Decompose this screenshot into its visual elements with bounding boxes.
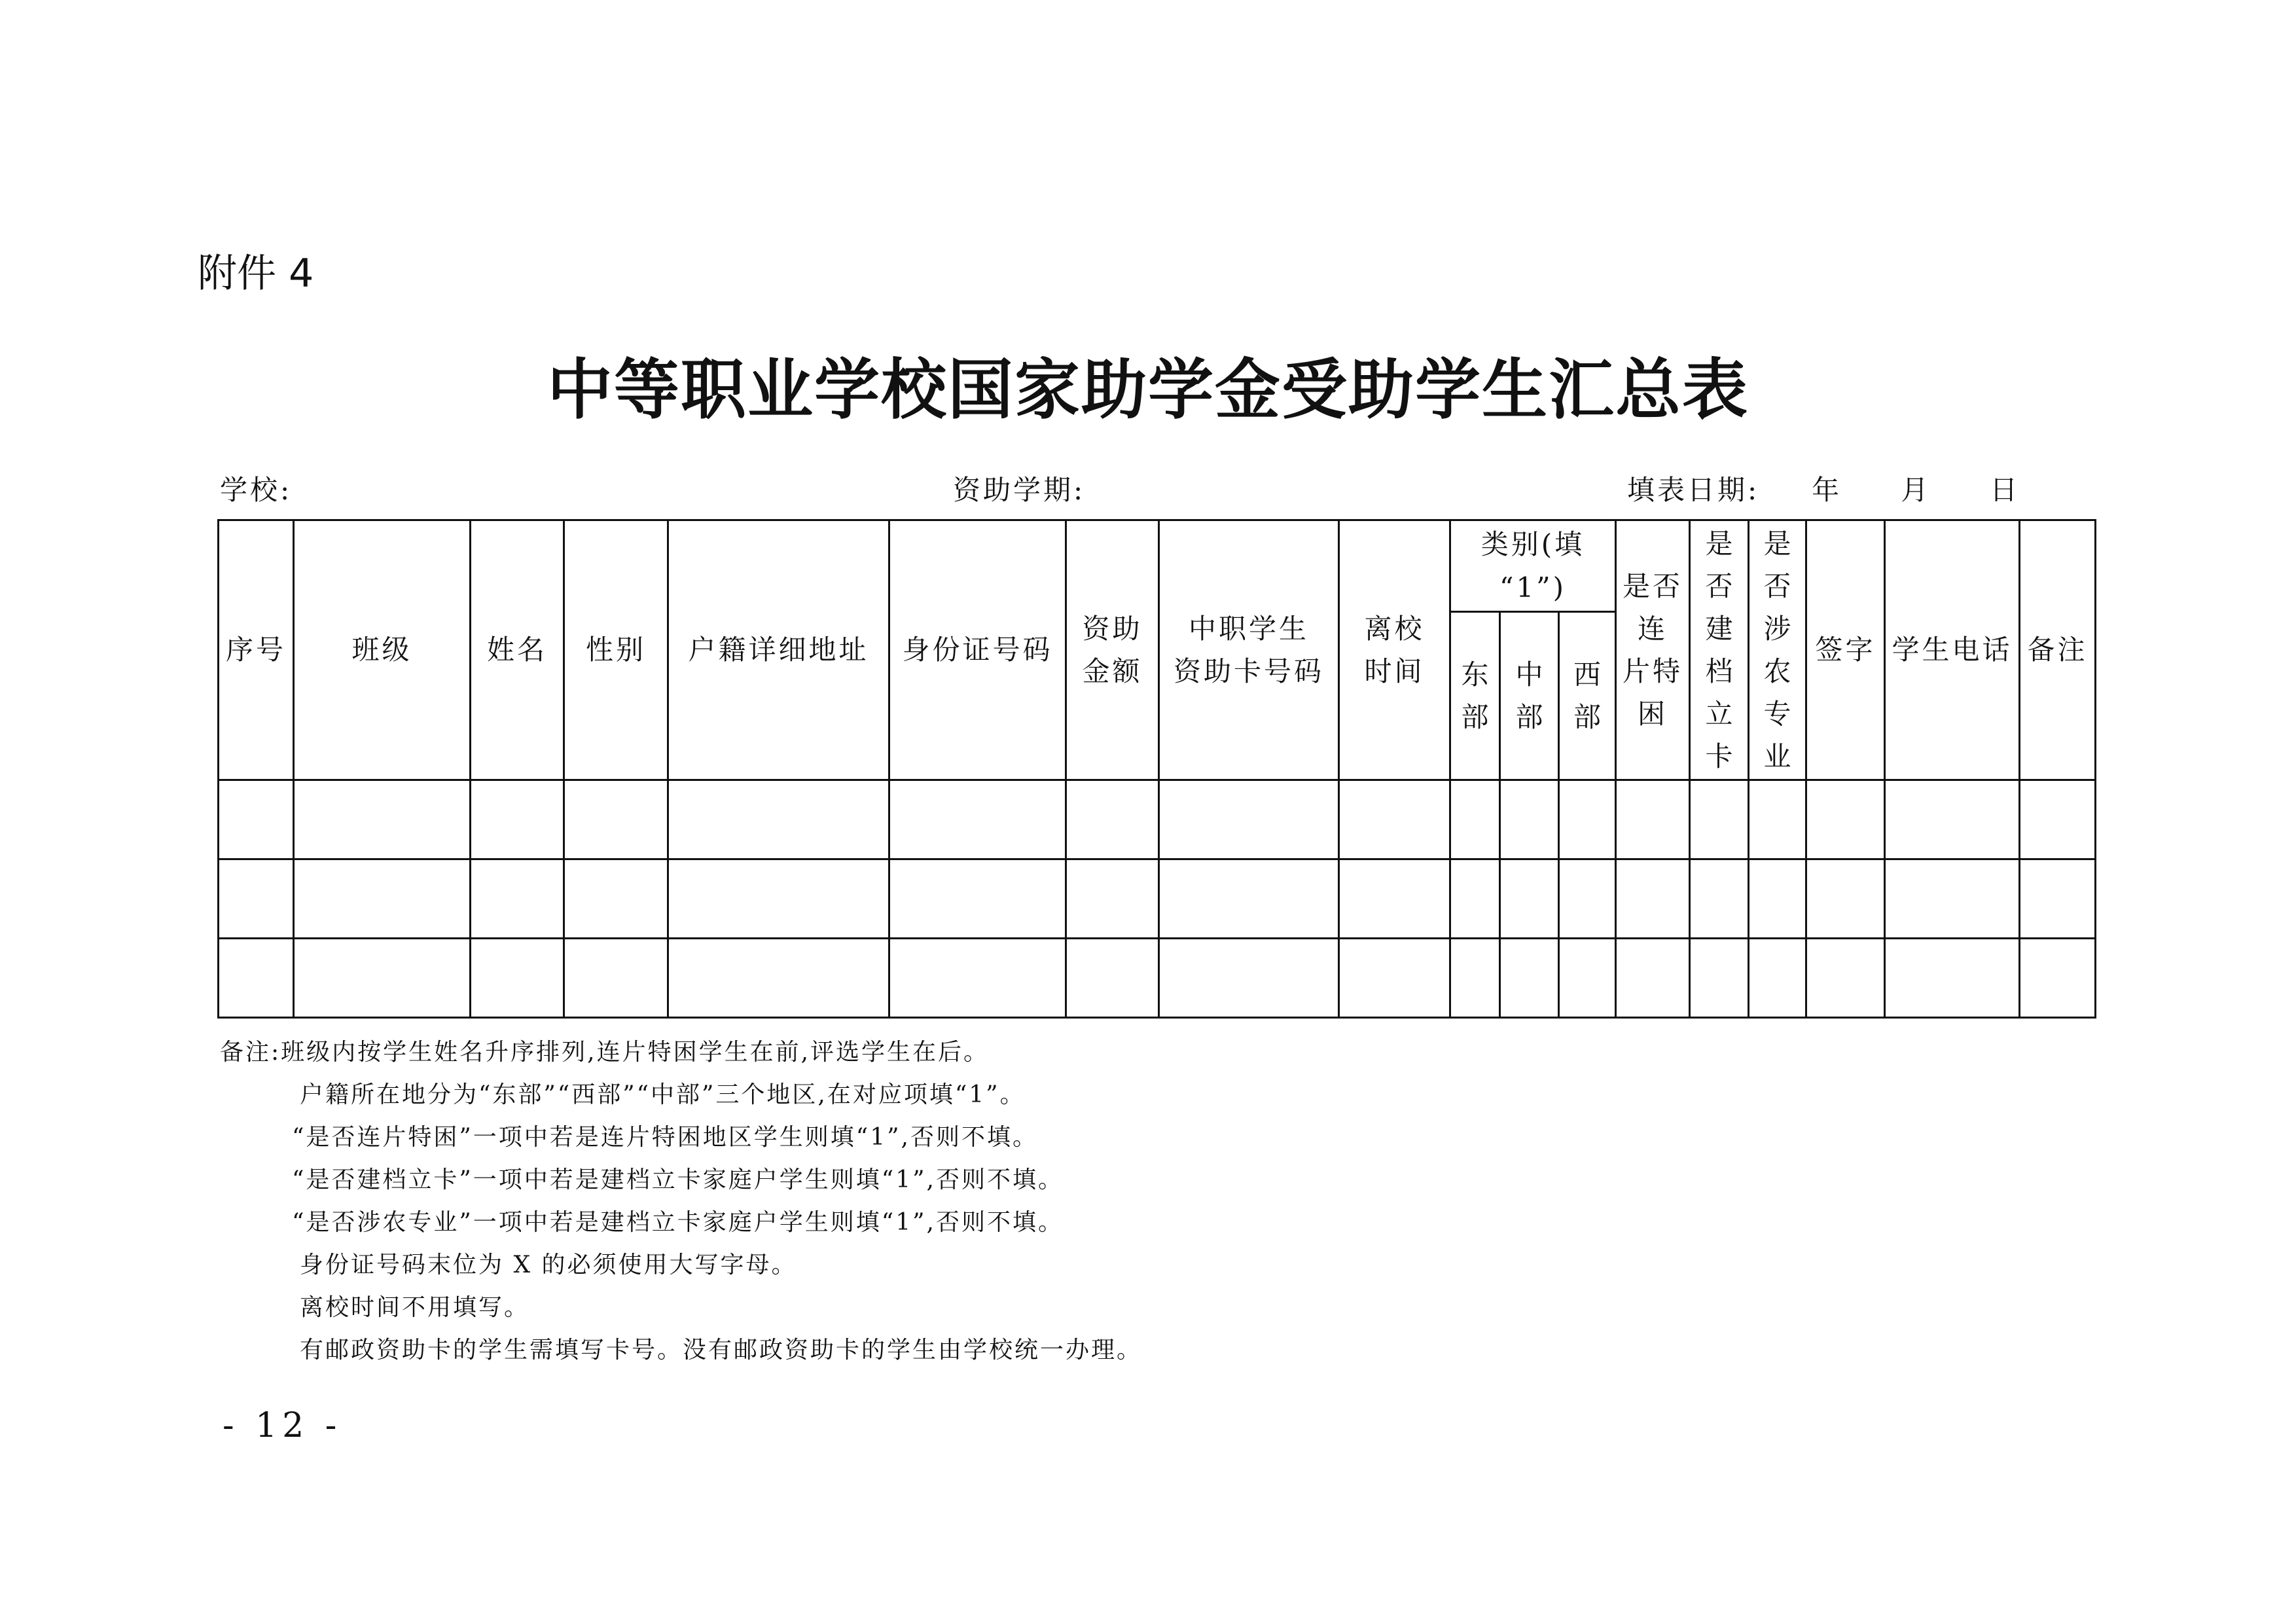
cell-signature[interactable] (1806, 939, 1885, 1018)
cell-middle[interactable] (1500, 939, 1559, 1018)
header-leave (1339, 520, 1450, 780)
cell-name[interactable] (471, 859, 564, 939)
cell-east[interactable] (1450, 859, 1500, 939)
cell-seq[interactable] (219, 939, 294, 1018)
header-amount-line2: 金额 (1082, 655, 1143, 687)
cell-middle[interactable] (1500, 780, 1559, 859)
header-registered-text: 是否建档立卡 (1705, 527, 1733, 773)
header-category-line1: 类别(填 (1480, 528, 1585, 561)
header-registered (1690, 520, 1749, 780)
cell-class[interactable] (294, 780, 471, 859)
cell-poverty-area[interactable] (1616, 859, 1690, 939)
cell-east[interactable] (1450, 780, 1500, 859)
school-label: 学校: (220, 474, 293, 506)
note-line: 有邮政资助卡的学生需填写卡号。没有邮政资助卡的学生由学校统一办理。 (300, 1337, 1143, 1363)
header-east (1450, 612, 1500, 780)
cell-address[interactable] (668, 859, 889, 939)
header-agri-text: 是否涉农专业 (1763, 527, 1791, 773)
cell-gender[interactable] (564, 859, 668, 939)
cell-poverty-area[interactable] (1616, 780, 1690, 859)
day-label: 日 (1990, 474, 2020, 506)
cell-leave[interactable] (1339, 859, 1450, 939)
cell-class[interactable] (294, 939, 471, 1018)
cell-amount[interactable] (1066, 939, 1159, 1018)
page-number: - 12 - (223, 1406, 342, 1445)
header-card-line2: 资助卡号码 (1173, 655, 1324, 687)
header-west (1559, 612, 1616, 780)
header-leave-line1: 离校 (1364, 612, 1425, 645)
term-label: 资助学期: (953, 474, 1086, 506)
cell-west[interactable] (1559, 859, 1616, 939)
cell-gender[interactable] (564, 939, 668, 1018)
cell-address[interactable] (668, 780, 889, 859)
note-line: “是否涉农专业”一项中若是建档立卡家庭户学生则填“1”,否则不填。 (292, 1209, 1064, 1236)
header-category-line2: “1”) (1499, 571, 1567, 604)
note-line: 备注:班级内按学生姓名升序排列,连片特困学生在前,评选学生在后。 (220, 1039, 990, 1066)
header-remarks: 备注 (2020, 520, 2096, 780)
cell-phone[interactable] (1885, 780, 2020, 859)
cell-remarks[interactable] (2020, 939, 2096, 1018)
cell-middle[interactable] (1500, 859, 1559, 939)
cell-name[interactable] (471, 939, 564, 1018)
header-class: 班级 (294, 520, 471, 780)
cell-leave[interactable] (1339, 780, 1450, 859)
header-middle-text: 中部 (1515, 658, 1543, 733)
header-middle (1500, 612, 1559, 780)
cell-registered[interactable] (1690, 859, 1749, 939)
note-line: “是否连片特困”一项中若是连片特困地区学生则填“1”,否则不填。 (292, 1124, 1038, 1151)
cell-agri[interactable] (1749, 939, 1806, 1018)
header-east-text: 东部 (1461, 658, 1489, 733)
header-name: 姓名 (471, 520, 564, 780)
cell-registered[interactable] (1690, 939, 1749, 1018)
cell-id-number[interactable] (889, 859, 1066, 939)
cell-west[interactable] (1559, 939, 1616, 1018)
cell-seq[interactable] (219, 859, 294, 939)
form-title: 中等职业学校国家助学金受助学生汇总表 (547, 351, 1749, 428)
header-poverty-area (1616, 520, 1690, 780)
header-phone: 学生电话 (1885, 520, 2020, 780)
cell-west[interactable] (1559, 780, 1616, 859)
fill-date (1627, 474, 2020, 506)
header-poverty-area-line4: 困 (1637, 698, 1668, 731)
cell-card[interactable] (1159, 859, 1339, 939)
cell-id-number[interactable] (889, 780, 1066, 859)
cell-signature[interactable] (1806, 780, 1885, 859)
year-label: 年 (1812, 474, 1842, 506)
header-poverty-area-line1: 是否 (1622, 569, 1683, 602)
cell-card[interactable] (1159, 780, 1339, 859)
header-id-number: 身份证号码 (889, 520, 1066, 780)
note-line: 身份证号码末位为 X 的必须使用大写字母。 (300, 1252, 797, 1278)
cell-poverty-area[interactable] (1616, 939, 1690, 1018)
cell-address[interactable] (668, 939, 889, 1018)
notes-block (220, 1031, 1142, 1371)
header-card (1159, 520, 1339, 780)
header-address: 户籍详细地址 (668, 520, 889, 780)
cell-east[interactable] (1450, 939, 1500, 1018)
cell-gender[interactable] (564, 780, 668, 859)
header-amount (1066, 520, 1159, 780)
header-gender: 性别 (564, 520, 668, 780)
cell-card[interactable] (1159, 939, 1339, 1018)
table-row (219, 780, 2096, 859)
header-leave-line2: 时间 (1364, 655, 1425, 687)
cell-phone[interactable] (1885, 939, 2020, 1018)
header-category (1450, 520, 1616, 612)
note-line: “是否建档立卡”一项中若是建档立卡家庭户学生则填“1”,否则不填。 (292, 1166, 1064, 1193)
table-row (219, 939, 2096, 1018)
cell-signature[interactable] (1806, 859, 1885, 939)
header-signature: 签字 (1806, 520, 1885, 780)
cell-remarks[interactable] (2020, 780, 2096, 859)
fill-date-label: 填表日期: (1627, 474, 1760, 506)
attachment-label: 附件 4 (198, 251, 314, 297)
cell-id-number[interactable] (889, 939, 1066, 1018)
summary-table (217, 519, 2096, 1019)
cell-phone[interactable] (1885, 859, 2020, 939)
cell-remarks[interactable] (2020, 859, 2096, 939)
header-agri (1749, 520, 1806, 780)
cell-amount[interactable] (1066, 859, 1159, 939)
header-west-text: 西部 (1573, 658, 1601, 733)
cell-seq[interactable] (219, 780, 294, 859)
month-label: 月 (1901, 474, 1931, 506)
cell-agri[interactable] (1749, 780, 1806, 859)
cell-class[interactable] (294, 859, 471, 939)
cell-registered[interactable] (1690, 780, 1749, 859)
cell-leave[interactable] (1339, 939, 1450, 1018)
cell-agri[interactable] (1749, 859, 1806, 939)
header-seq: 序号 (219, 520, 294, 780)
header-card-line1: 中职学生 (1188, 612, 1309, 645)
header-poverty-area-line3: 片特 (1622, 655, 1683, 687)
header-amount-line1: 资助 (1082, 612, 1143, 645)
header-poverty-area-line2: 连 (1637, 612, 1668, 645)
table-row (219, 859, 2096, 939)
cell-name[interactable] (471, 780, 564, 859)
note-line: 户籍所在地分为“东部”“西部”“中部”三个地区,在对应项填“1”。 (300, 1081, 1026, 1108)
cell-amount[interactable] (1066, 780, 1159, 859)
header-row-1 (219, 520, 2096, 612)
note-line: 离校时间不用填写。 (300, 1294, 530, 1321)
